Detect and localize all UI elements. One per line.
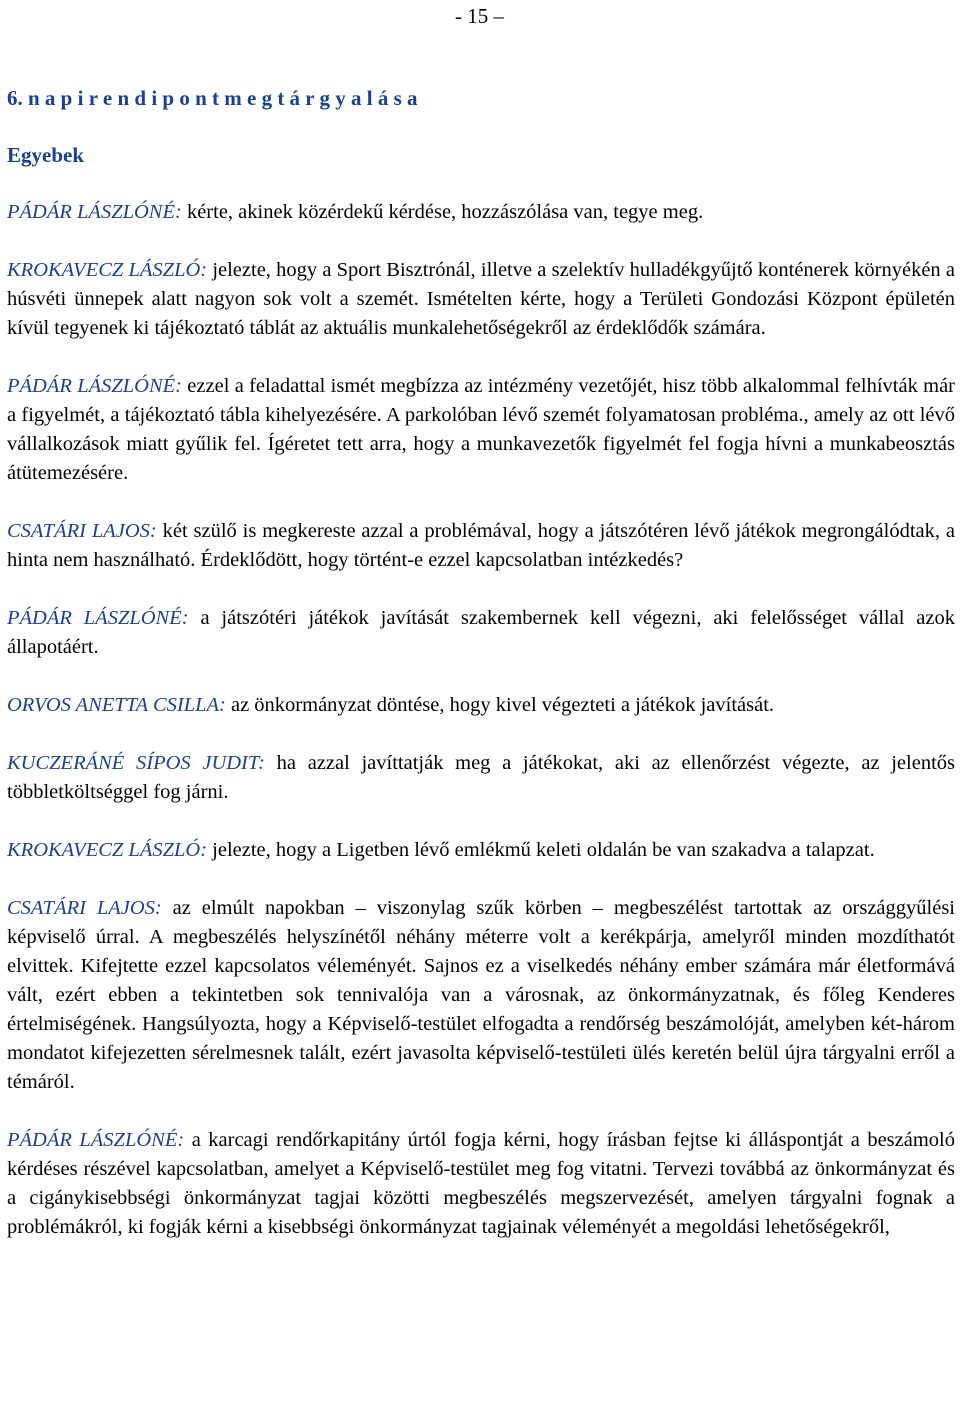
paragraph bbox=[7, 256, 955, 343]
paragraph bbox=[7, 517, 955, 575]
paragraph bbox=[7, 604, 955, 662]
speaker-name: PÁDÁR LÁSZLÓNÉ: bbox=[7, 607, 189, 629]
paragraph-text: a karcagi rendőrkapitány úrtól fogja kérni, hogy írásban fejtse ki álláspontját a beszámoló kérdéses részével kapcsolatban, amelyet a Képviselő-testület meg fog vitatni. Tervezi továbbá az önkormányzat és a cigánykisebbségi önkormányzat tagjai közötti megbeszélés megszervezését, amelyen tárgyalni fognak a problémákról, ki fogják kérni a kisebbségi önkormányzat tagjainak véleményét a megoldási lehetőségekről, bbox=[7, 1129, 955, 1238]
speaker-name: ORVOS ANETTA CSILLA: bbox=[7, 694, 226, 716]
speaker-name: KROKAVECZ LÁSZLÓ: bbox=[7, 259, 208, 281]
paragraph-text: ha azzal javíttatják meg a játékokat, aki az ellenőrzést végezte, az jelentős többletköltséggel fog járni. bbox=[7, 752, 955, 803]
paragraph bbox=[7, 749, 955, 807]
paragraph-text: ezzel a feladattal ismét megbízza az intézmény vezetőjét, hisz több alkalommal felhívták már a figyelmét, a tájékoztató tábla kihelyezésére. A parkolóban lévő szemét folyamatosan probléma., amely az ott lévő vállalkozások miatt gyűlik fel. Ígéretet tett arra, hogy a munkavezetők figyelmét fel fogja hívni a munkabeosztás átütemezésére. bbox=[7, 375, 955, 484]
paragraph bbox=[7, 1126, 955, 1242]
speaker-name: PÁDÁR LÁSZLÓNÉ: bbox=[7, 1129, 185, 1151]
paragraph bbox=[7, 836, 955, 865]
paragraph-text: két szülő is megkereste azzal a problémával, hogy a játszótéren lévő játékok megrongálódtak, a hinta nem használható. Érdeklődött, hogy történt-e ezzel kapcsolatban intézkedés? bbox=[7, 520, 955, 571]
paragraph-text: jelezte, hogy a Sport Bisztrónál, illetve a szelektív hulladékgyűjtő konténerek környékén a húsvéti ünnepek alatt nagyon sok volt a szemét. Ismételten kérte, hogy a Területi Gondozási Központ épületén kívül tegyenek ki tájékoztató táblát az aktuális munkalehetőségekről az érdeklődők számára. bbox=[7, 259, 955, 339]
subsection-title: Egyebek bbox=[7, 143, 85, 167]
document-body bbox=[7, 198, 955, 1242]
paragraph-text: az elmúlt napokban – viszonylag szűk körben – megbeszélést tartottak az országgyűlési képviselő úrral. A megbeszélés helyszínétől néhány méterre volt a kerékpárja, amelyről minden mozdíthatót elvittek. Kifejtette ezzel kapcsolatos véleményét. Sajnos ez a viselkedés néhány ember számára már életformává vált, ezért ebben a tekintetben sok tennivalója van a városnak, az önkormányzatnak, és főleg Kenderes értelmiségének. Hangsúlyozta, hogy a Képviselő-testület elfogadta a rendőrség beszámolóját, amelyben két-három mondatot kifejezetten sérelmesnek talált, ezért javasolta képviselő-testületi ülés keretén belül újra tárgyalni erről a témáról. bbox=[7, 897, 955, 1093]
speaker-name: CSATÁRI LAJOS: bbox=[7, 520, 157, 542]
speaker-name: PÁDÁR LÁSZLÓNÉ: bbox=[7, 201, 182, 223]
paragraph bbox=[7, 691, 955, 720]
paragraph-text: jelezte, hogy a Ligetben lévő emlékmű keleti oldalán be van szakadva a talapzat. bbox=[207, 839, 875, 861]
paragraph-text: az önkormányzat döntése, hogy kivel végezteti a játékok javítását. bbox=[225, 694, 775, 716]
speaker-name: KUCZERÁNÉ SÍPOS JUDIT: bbox=[7, 752, 265, 774]
paragraph-text: a játszótéri játékok javítását szakembernek kell végezni, aki felelősséget vállal azok állapotáért. bbox=[7, 607, 955, 658]
speaker-name: KROKAVECZ LÁSZLÓ: bbox=[7, 839, 208, 861]
page-number: - 15 – bbox=[455, 4, 504, 28]
speaker-name: CSATÁRI LAJOS: bbox=[7, 897, 162, 919]
paragraph bbox=[7, 894, 955, 1097]
paragraph-text: kérte, akinek közérdekű kérdése, hozzászólása van, tegye meg. bbox=[181, 201, 704, 223]
paragraph bbox=[7, 372, 955, 488]
section-title: 6. n a p i r e n d i p o n t m e g t á r g y a l á s a bbox=[7, 86, 418, 110]
speaker-name: PÁDÁR LÁSZLÓNÉ: bbox=[7, 375, 182, 397]
paragraph bbox=[7, 198, 955, 227]
